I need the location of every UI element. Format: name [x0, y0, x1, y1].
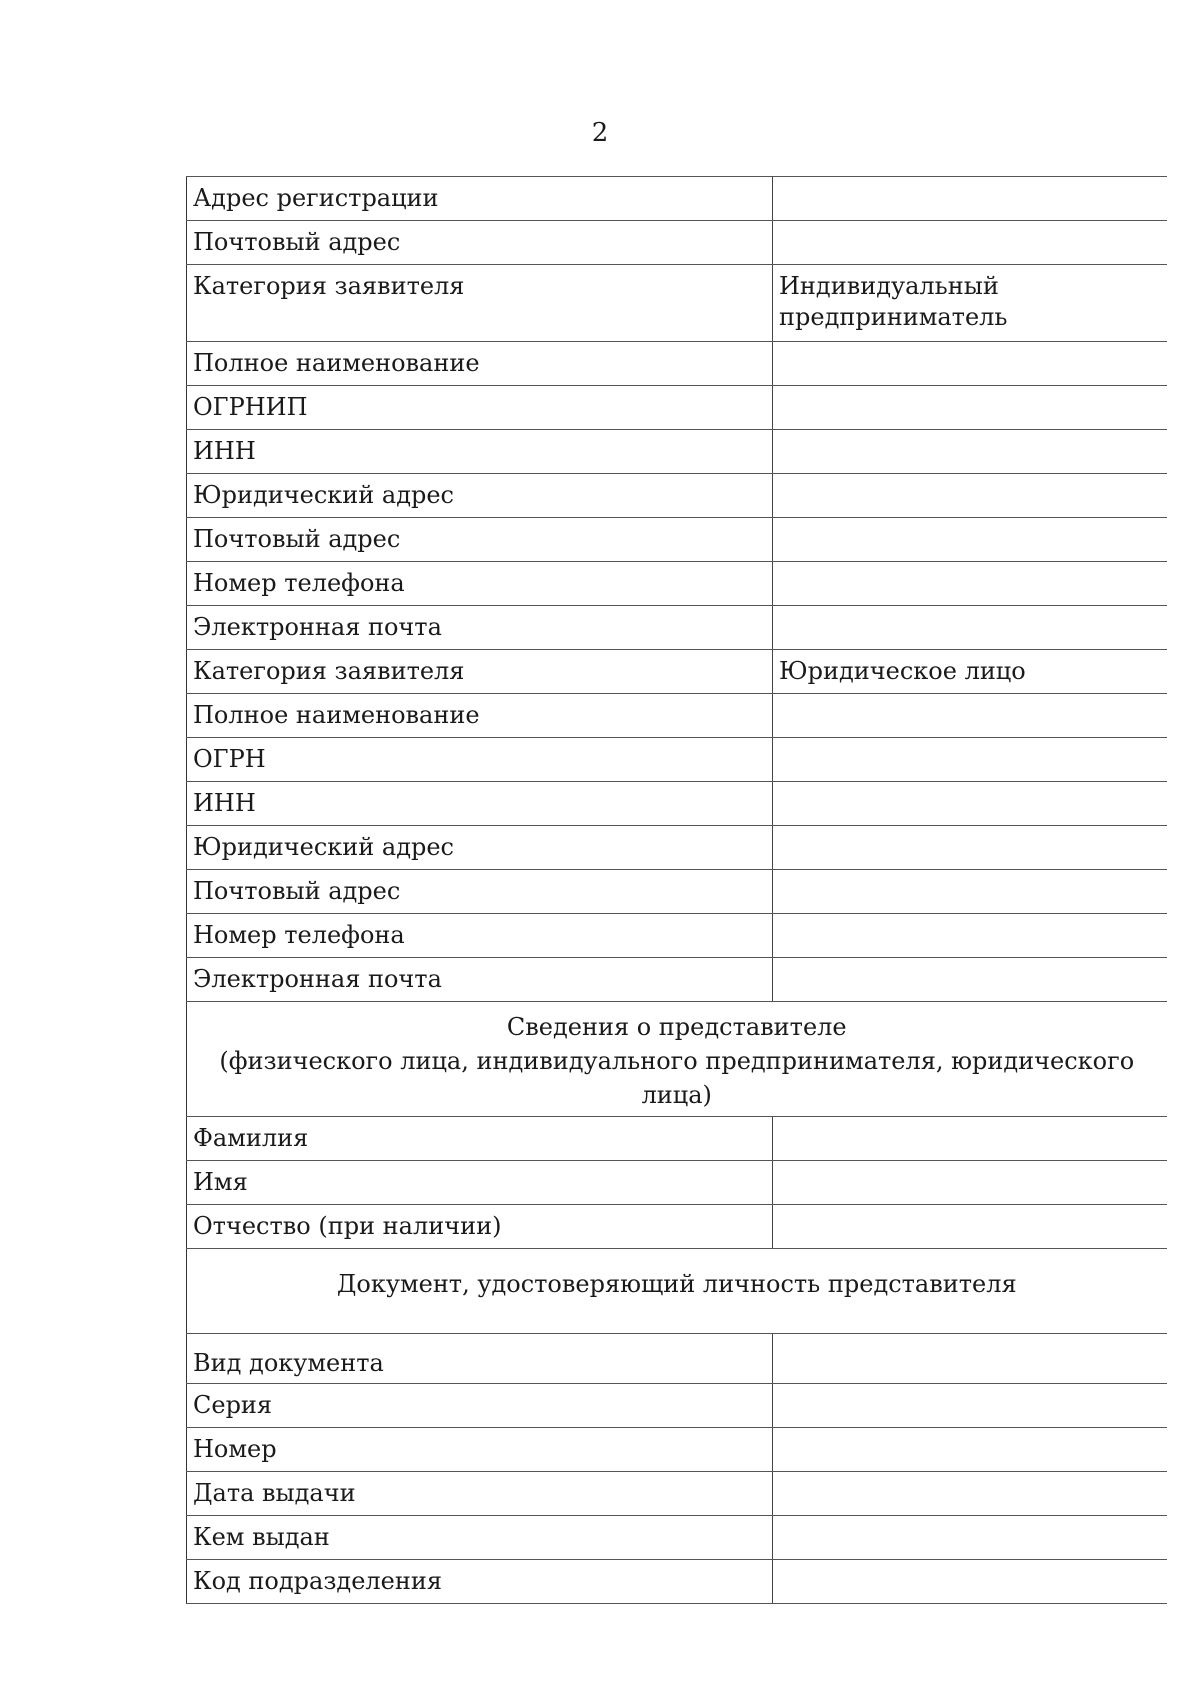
table-row [187, 1161, 1167, 1205]
section-representative-title: Сведения о представителе [506, 1013, 847, 1041]
field-value-ul-email[interactable] [773, 958, 1167, 1002]
field-value-ip-inn[interactable] [773, 430, 1167, 474]
table-row [187, 694, 1167, 738]
field-label-ul-legal-address: Юридический адрес [187, 826, 773, 870]
table-row [187, 474, 1167, 518]
table-row [187, 1560, 1167, 1604]
table-row [187, 430, 1167, 474]
page-number: 2 [591, 118, 609, 148]
table-row [187, 650, 1167, 694]
field-value-ip-full-name[interactable] [773, 342, 1167, 386]
field-value-ogrnip[interactable] [773, 386, 1167, 430]
table-row [187, 1117, 1167, 1161]
field-value-postal-address[interactable] [773, 221, 1167, 265]
applicant-form-table [186, 176, 1167, 1604]
field-label-ip-postal-address: Почтовый адрес [187, 518, 773, 562]
field-value-issued-by[interactable] [773, 1516, 1167, 1560]
table-row [187, 826, 1167, 870]
field-label-number: Номер [187, 1428, 773, 1472]
field-value-ul-legal-address[interactable] [773, 826, 1167, 870]
field-label-ogrn: ОГРН [187, 738, 773, 782]
field-label-registration-address: Адрес регистрации [187, 177, 773, 221]
field-value-ul-full-name[interactable] [773, 694, 1167, 738]
table-row [187, 1428, 1167, 1472]
field-value-ip-email[interactable] [773, 606, 1167, 650]
field-label-applicant-category-ip: Категория заявителя [187, 265, 773, 342]
table-row [187, 1205, 1167, 1249]
field-value-issue-date[interactable] [773, 1472, 1167, 1516]
field-value-department-code[interactable] [773, 1560, 1167, 1604]
field-label-department-code: Код подразделения [187, 1560, 773, 1604]
field-label-postal-address: Почтовый адрес [187, 221, 773, 265]
field-value-applicant-category-ip [773, 265, 1167, 342]
field-value-ul-inn[interactable] [773, 782, 1167, 826]
table-row [187, 1384, 1167, 1428]
field-label-issued-by: Кем выдан [187, 1516, 773, 1560]
category-value-line1: Индивидуальный [779, 272, 999, 300]
table-row [187, 606, 1167, 650]
field-label-applicant-category-ul: Категория заявителя [187, 650, 773, 694]
field-label-ul-inn: ИНН [187, 782, 773, 826]
section-document-heading: Документ, удостоверяющий личность представителя [187, 1249, 1167, 1334]
table-row [187, 342, 1167, 386]
category-value-line2: предприниматель [779, 303, 1008, 331]
field-label-document-type: Вид документа [187, 1334, 773, 1384]
field-label-ul-postal-address: Почтовый адрес [187, 870, 773, 914]
field-value-ul-postal-address[interactable] [773, 870, 1167, 914]
table-row [187, 958, 1167, 1002]
field-label-patronymic: Отчество (при наличии) [187, 1205, 773, 1249]
field-value-ip-legal-address[interactable] [773, 474, 1167, 518]
table-row [187, 518, 1167, 562]
section-header-row [187, 1249, 1167, 1334]
table-row [187, 1334, 1167, 1384]
table-row [187, 265, 1167, 342]
field-label-ip-legal-address: Юридический адрес [187, 474, 773, 518]
table-row [187, 1516, 1167, 1560]
field-value-surname[interactable] [773, 1117, 1167, 1161]
table-row [187, 870, 1167, 914]
table-row [187, 386, 1167, 430]
table-row [187, 562, 1167, 606]
field-label-ip-email: Электронная почта [187, 606, 773, 650]
field-label-ul-email: Электронная почта [187, 958, 773, 1002]
section-header-row [187, 1002, 1167, 1117]
table-row [187, 1472, 1167, 1516]
field-label-series: Серия [187, 1384, 773, 1428]
field-label-ul-phone: Номер телефона [187, 914, 773, 958]
table-row [187, 914, 1167, 958]
field-value-ul-phone[interactable] [773, 914, 1167, 958]
field-value-series[interactable] [773, 1384, 1167, 1428]
field-label-ul-full-name: Полное наименование [187, 694, 773, 738]
table-row [187, 177, 1167, 221]
field-value-applicant-category-ul: Юридическое лицо [773, 650, 1167, 694]
field-label-ip-full-name: Полное наименование [187, 342, 773, 386]
section-representative-heading [187, 1002, 1167, 1117]
table-row [187, 782, 1167, 826]
field-value-ip-postal-address[interactable] [773, 518, 1167, 562]
section-representative-subtitle: (физического лица, индивидуального предпринимателя, юридического лица) [219, 1047, 1135, 1109]
table-row [187, 221, 1167, 265]
field-label-first-name: Имя [187, 1161, 773, 1205]
table-row [187, 738, 1167, 782]
field-value-patronymic[interactable] [773, 1205, 1167, 1249]
field-label-ip-phone: Номер телефона [187, 562, 773, 606]
field-value-document-type[interactable] [773, 1334, 1167, 1384]
field-value-ogrn[interactable] [773, 738, 1167, 782]
field-value-ip-phone[interactable] [773, 562, 1167, 606]
field-label-ogrnip: ОГРНИП [187, 386, 773, 430]
field-value-first-name[interactable] [773, 1161, 1167, 1205]
field-value-registration-address[interactable] [773, 177, 1167, 221]
field-label-issue-date: Дата выдачи [187, 1472, 773, 1516]
field-label-surname: Фамилия [187, 1117, 773, 1161]
field-label-ip-inn: ИНН [187, 430, 773, 474]
field-value-number[interactable] [773, 1428, 1167, 1472]
